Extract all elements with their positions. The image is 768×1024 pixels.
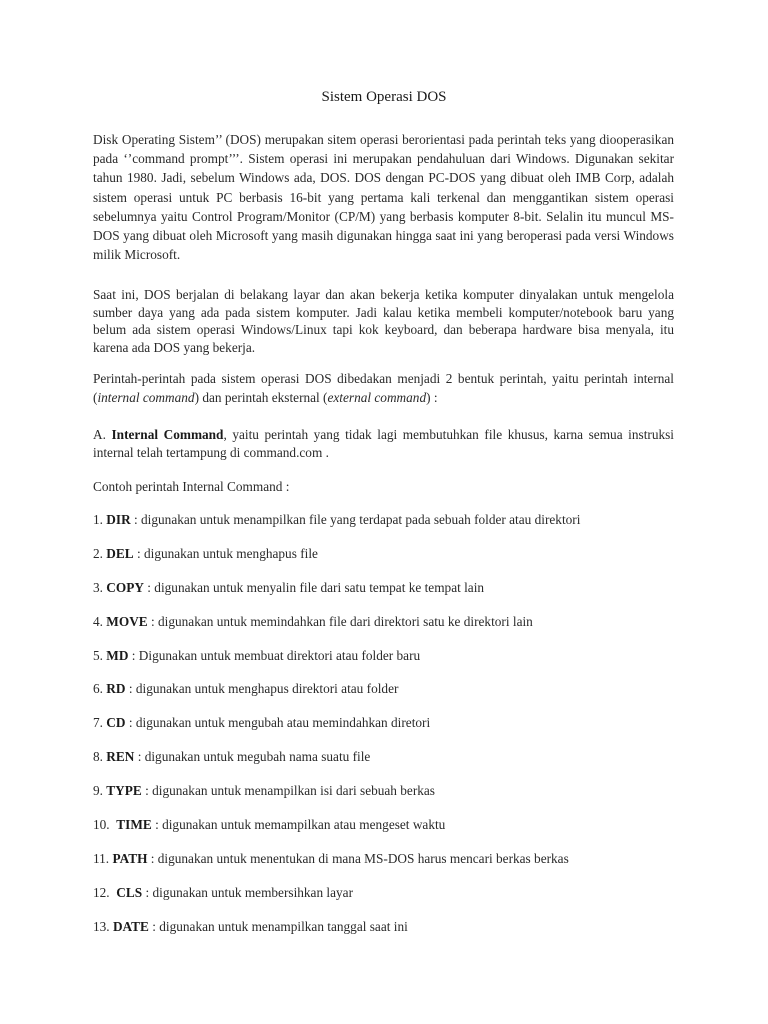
command-name: MD (106, 647, 129, 663)
command-description: : digunakan untuk menyalin file dari satu tempat ke tempat lain (143, 579, 485, 595)
command-list-item (93, 815, 693, 849)
command-description: : digunakan untuk memindahkan file dari direktori satu ke direktori lain (147, 613, 533, 629)
command-types-paragraph (93, 369, 674, 407)
command-description: : digunakan untuk menampilkan file yang terdapat pada sebuah folder atau direktori (130, 512, 581, 527)
command-name: MOVE (106, 613, 148, 629)
internal-command-term: internal command (97, 390, 195, 406)
command-number: 10. (93, 817, 117, 833)
command-list-item (93, 578, 693, 612)
examples-heading: Contoh perintah Internal Command : (93, 479, 290, 494)
command-list-item (93, 612, 693, 646)
dos-background-paragraph: Saat ini, DOS berjalan di belakang layar dan akan bekerja ketika komputer dinyalakan untuk mengelola sumber daya yang ada pada sistem komputer. Jadi kalau ketika membeli komputer/notebook baru yang belum ada sistem operasi Windows/Linux tapi kok keyboard, dan beberapa hardware bisa menyala, itu karena ada DOS yang bekerja. (93, 287, 674, 355)
command-list (93, 510, 693, 951)
command-number: 11. (93, 850, 113, 866)
command-types-text-3: ) : (426, 390, 438, 406)
command-number: 8. (93, 749, 107, 765)
command-description: : digunakan untuk membersihkan layar (142, 884, 354, 900)
command-description: : digunakan untuk megubah nama suatu file (134, 749, 371, 765)
command-name: RD (106, 681, 126, 697)
command-description: : digunakan untuk menghapus file (133, 545, 318, 561)
section-prefix: A. (93, 427, 112, 442)
command-number: 12. (93, 884, 117, 900)
command-name: DIR (106, 512, 131, 527)
internal-command-description: , yaitu perintah yang tidak lagi membutuhkan file khusus, karna semua instruksi internal telah tertampung di command.com . (93, 427, 674, 461)
internal-command-paragraph (93, 426, 674, 463)
command-list-item (93, 510, 693, 544)
document-title: Sistem Operasi DOS (321, 89, 447, 105)
command-name: CD (106, 715, 126, 731)
command-number: 7. (93, 715, 107, 731)
command-description: : digunakan untuk menghapus direktori atau folder (125, 681, 399, 697)
command-types-text-2: ) dan perintah eksternal ( (194, 390, 328, 406)
internal-command-heading: Internal Command (111, 427, 224, 442)
intro-paragraph: Disk Operating Sistem’’ (DOS) merupakan sitem operasi berorientasi pada perintah teks yang diooperasikan pada ‘’command prompt’’’. Sistem operasi ini merupakan pendahuluan dari Windows. Digunakan sekitar tahun 1980. Jadi, sebelum Windows ada, DOS. DOS dengan PC-DOS yang dibuat oleh IMB Corp, adalah sistem operasi untuk PC berbasis 16-bit yang pertama kali terkenal dan menggantikan sistem operasi sebelumnya yaitu Control Program/Monitor (CP/M) yang berbasis komputer 8-bit. Selalin itu muncul MS-DOS yang dibuat oleh Microsoft yang masih digunakan hingga saat ini yang beroperasi pada versi Windows milik Microsoft. (93, 132, 674, 263)
command-list-item (93, 646, 693, 680)
command-list-item (93, 679, 693, 713)
command-list-item (93, 917, 693, 951)
command-number: 4. (93, 613, 107, 629)
command-description: : digunakan untuk menentukan di mana MS-DOS harus mencari berkas berkas (147, 850, 569, 866)
command-number: 5. (93, 647, 107, 663)
command-description: : digunakan untuk menampilkan isi dari sebuah berkas (141, 783, 435, 799)
command-list-item (93, 849, 693, 883)
command-name: DEL (106, 545, 134, 561)
command-name: CLS (116, 884, 143, 900)
command-name: TYPE (106, 783, 142, 799)
command-name: TIME (116, 817, 152, 833)
external-command-term: external command (327, 390, 427, 406)
command-description: : Digunakan untuk membuat direktori atau folder baru (128, 647, 421, 663)
command-number: 1. (93, 512, 107, 527)
command-name: REN (106, 749, 135, 765)
command-types-text-1: Perintah-perintah pada sistem operasi DOS dibedakan menjadi 2 bentuk perintah, yaitu perintah internal ( (93, 371, 674, 406)
command-name: DATE (112, 918, 149, 934)
command-number: 6. (93, 681, 107, 697)
command-name: PATH (112, 850, 148, 866)
command-number: 13. (93, 918, 113, 934)
command-list-item (93, 544, 693, 578)
command-description: : digunakan untuk memampilkan atau mengeset waktu (151, 817, 446, 833)
command-number: 2. (93, 545, 107, 561)
command-description: : digunakan untuk mengubah atau memindahkan diretori (125, 715, 431, 731)
command-description: : digunakan untuk menampilkan tanggal saat ini (148, 918, 408, 934)
command-list-item (93, 713, 693, 747)
command-list-item (93, 747, 693, 781)
command-number: 3. (93, 579, 107, 595)
command-name: COPY (106, 579, 144, 595)
command-list-item (93, 883, 693, 917)
command-number: 9. (93, 783, 107, 799)
command-list-item (93, 781, 693, 815)
